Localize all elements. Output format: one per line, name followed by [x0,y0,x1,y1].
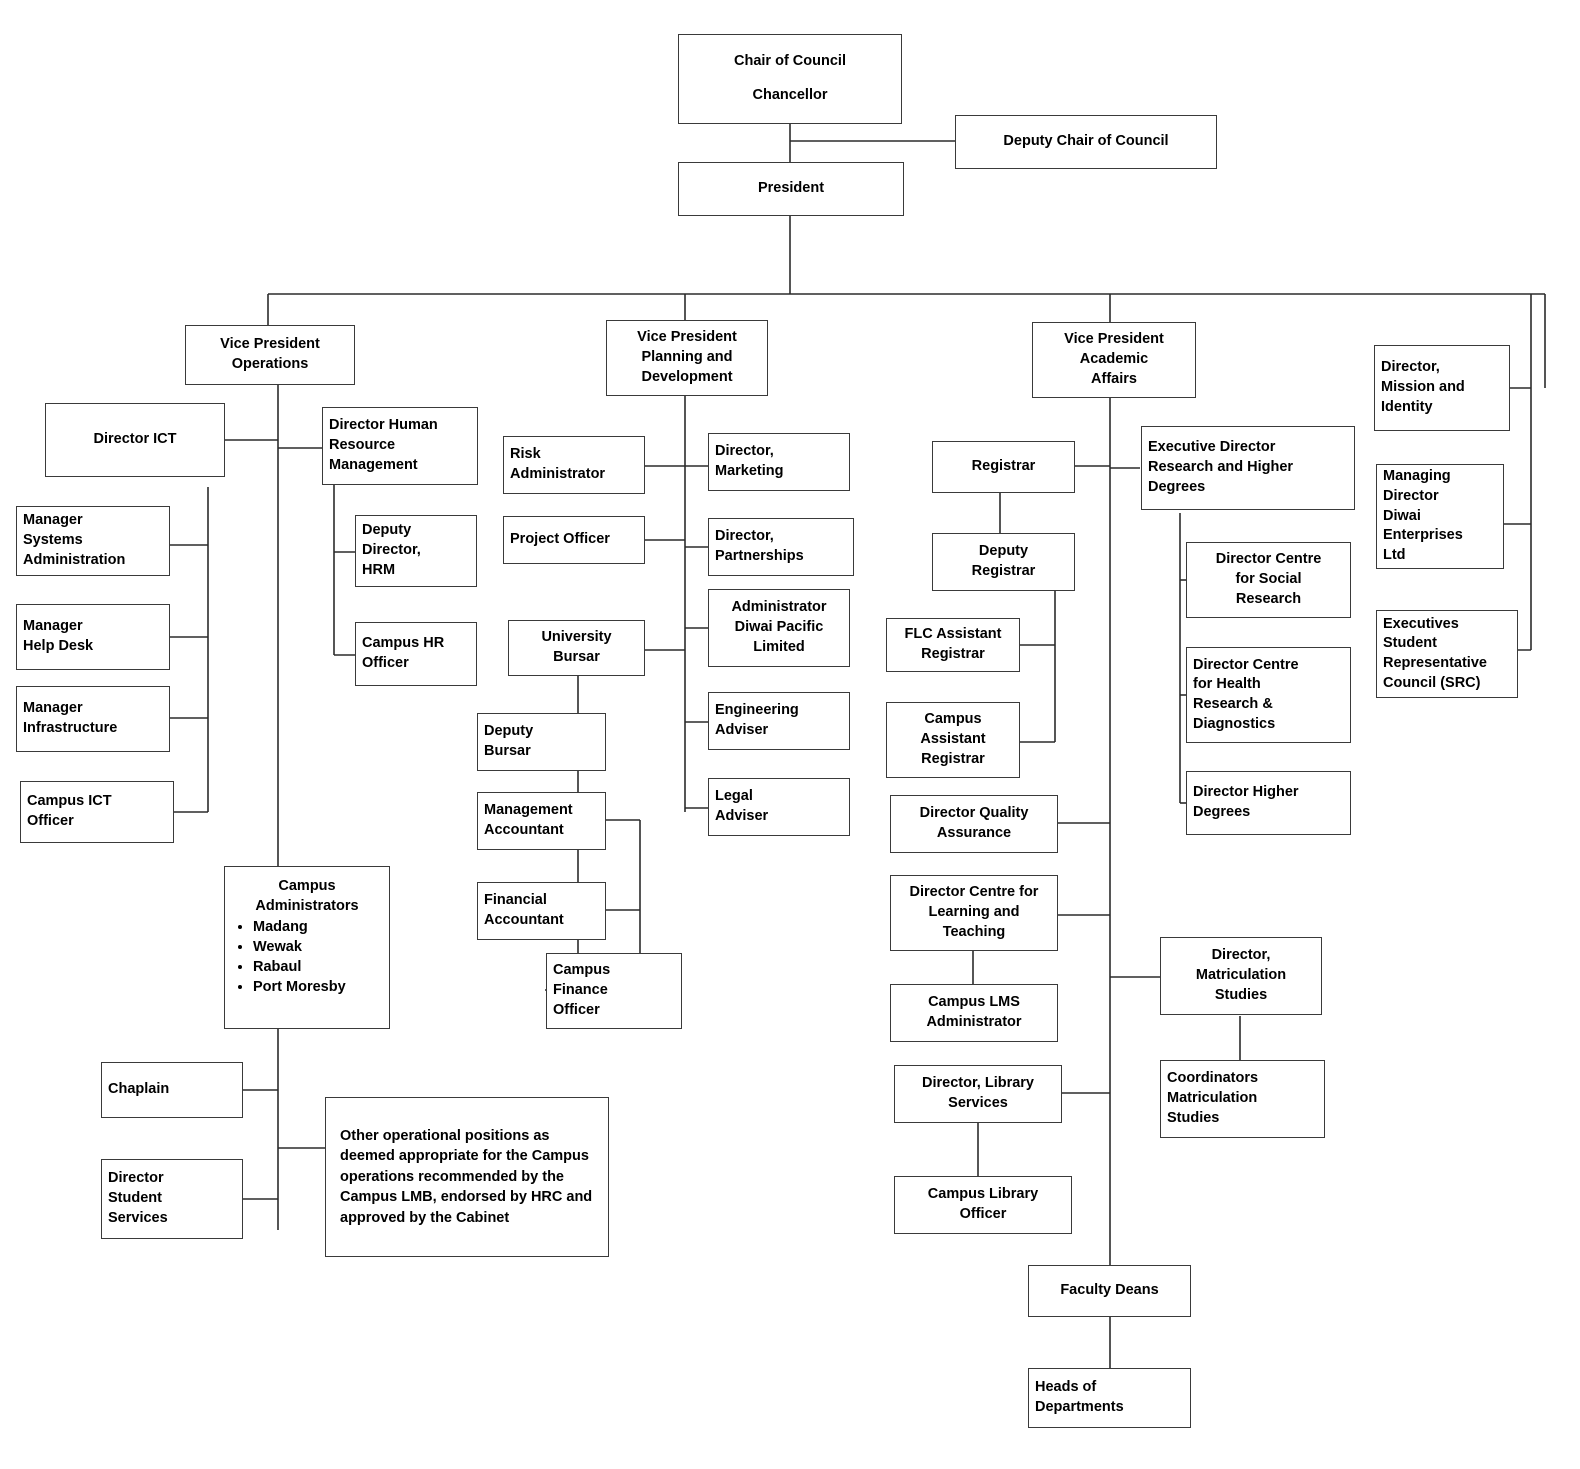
node-director-mission-identity[interactable] [1374,345,1510,431]
node-director-quality-assurance[interactable] [890,795,1058,853]
list-item: • Wewak [253,938,346,958]
vp-planning-line2: Planning and [641,349,733,366]
node-campus-lms-administrator[interactable] [890,984,1058,1042]
director-social-research-line3: Research [1235,590,1302,607]
manager-helpdesk-line2: Help Desk [23,638,94,654]
director-ict-label: Director ICT [93,431,177,448]
exec-src-line4: Council (SRC) [1383,674,1481,691]
exec-director-research-line2: Research and Higher [1148,459,1294,476]
node-director-library-services[interactable] [894,1065,1062,1123]
risk-admin-line1: Risk [510,446,541,463]
faculty-deans-label: Faculty Deans [1060,1282,1159,1299]
director-social-research-line1: Director Centre [1215,551,1322,568]
management-accountant-line1: Management [484,802,573,819]
director-mission-line2: Mission and [1381,379,1465,396]
node-president[interactable] [678,162,904,216]
project-officer-label: Project Officer [510,531,610,548]
manager-systems-line3: Administration [23,551,126,568]
exec-director-research-line3: Degrees [1148,478,1206,495]
director-health-research-line1: Director Centre [1193,656,1299,673]
campus-finance-line1: Campus [553,962,611,979]
director-clt-line3: Teaching [942,923,1006,940]
md-diwai-line3: Diwai [1383,507,1421,524]
legal-adviser-line2: Adviser [715,808,769,824]
node-deputy-director-hrm[interactable] [355,515,477,587]
list-item: • Rabaul [253,958,346,978]
admin-diwai-line2: Diwai Pacific [734,619,824,636]
manager-systems-line1: Manager [23,512,83,529]
node-executives-src[interactable] [1376,610,1518,698]
node-vp-operations[interactable] [185,325,355,385]
financial-accountant-line2: Accountant [484,912,564,928]
node-director-partnerships[interactable] [708,518,854,576]
legal-adviser-line1: Legal [715,788,753,805]
deputy-director-hrm-line2: Director, [362,542,421,559]
node-other-operational-positions[interactable] [325,1097,609,1257]
node-managing-director-diwai[interactable] [1376,464,1504,569]
campus-finance-line3: Officer [553,1001,600,1018]
deputy-director-hrm-line3: HRM [362,561,396,578]
manager-helpdesk-line1: Manager [23,618,83,635]
campus-ict-line2: Officer [27,813,74,829]
other-positions-text: Other operational positions as deemed appropriate for the Campus operations recommended by the Campus LMB, endorsed by HRC and approved by the Cabinet [340,1127,593,1226]
campus-hr-line2: Officer [362,655,409,671]
director-health-research-line3: Research & [1193,696,1273,712]
manager-infra-line1: Manager [23,700,83,717]
campus-admins-title2: Administrators [255,897,359,914]
engineering-adviser-line1: Engineering [715,702,799,719]
director-hrm-line1: Director Human [329,417,438,434]
campus-finance-line2: Finance [553,982,608,999]
node-campus-administrators[interactable] [224,866,390,1029]
vp-academic-line2: Academic [1079,351,1149,368]
director-partnerships-line2: Partnerships [715,548,804,564]
node-deputy-bursar[interactable] [477,713,606,771]
vp-planning-line1: Vice President [637,329,737,346]
campus-admins-list [231,918,346,997]
node-director-centre-learning-teaching[interactable] [890,875,1058,951]
admin-diwai-line1: Administrator [731,599,827,616]
director-student-services-line2: Student [108,1190,162,1207]
node-deputy-registrar[interactable] [932,533,1075,591]
deputy-registrar-line2: Registrar [971,563,1036,579]
director-clt-line1: Director Centre for [909,884,1039,901]
node-management-accountant[interactable] [477,792,606,850]
node-campus-library-officer[interactable] [894,1176,1072,1234]
node-project-officer[interactable] [503,516,645,564]
exec-src-line1: Executives [1383,615,1459,632]
flc-assistant-registrar-line1: FLC Assistant [904,626,1002,643]
node-manager-help-desk[interactable] [16,604,170,670]
director-quality-line2: Assurance [936,825,1012,841]
director-library-line1: Director, Library [921,1075,1034,1092]
vp-operations-line2: Operations [231,356,309,372]
director-mission-line3: Identity [1381,398,1433,415]
deputy-registrar-line1: Deputy [978,543,1029,560]
node-director-marketing[interactable] [708,433,850,491]
president-label: President [757,180,825,197]
director-health-research-line4: Diagnostics [1193,715,1276,732]
director-marketing-line2: Marketing [715,463,784,479]
vp-academic-line1: Vice President [1064,331,1164,348]
node-manager-infrastructure[interactable] [16,686,170,752]
director-higher-degrees-line2: Degrees [1193,804,1251,820]
chair-of-council-line1: Chair of Council [734,53,846,70]
director-marketing-line1: Director, [715,443,774,460]
node-campus-ict-officer[interactable] [20,781,174,843]
node-administrator-diwai-pacific[interactable] [708,589,850,667]
director-mission-line1: Director, [1381,359,1440,376]
node-campus-hr-officer[interactable] [355,622,477,686]
director-library-line2: Services [948,1095,1008,1111]
node-engineering-adviser[interactable] [708,692,850,750]
node-flc-assistant-registrar[interactable] [886,618,1020,672]
node-director-student-services[interactable] [101,1159,243,1239]
director-health-research-line2: for Health [1193,676,1261,693]
director-clt-line2: Learning and [928,904,1020,921]
coordinators-matriculation-line3: Studies [1167,1109,1220,1126]
chaplain-label: Chaplain [108,1081,170,1098]
director-social-research-line2: for Social [1235,571,1302,588]
list-item: • Madang [253,918,346,938]
node-vp-academic-affairs[interactable] [1032,322,1196,398]
heads-departments-line1: Heads of [1035,1379,1097,1396]
node-executive-director-research-higher-degrees[interactable] [1141,426,1355,510]
node-director-ict[interactable] [45,403,225,477]
vp-academic-line3: Affairs [1091,370,1137,387]
campus-assistant-registrar-line1: Campus [924,711,982,728]
node-director-centre-social-research[interactable] [1186,542,1351,618]
coordinators-matriculation-line2: Matriculation [1167,1090,1258,1107]
md-diwai-line5: Ltd [1383,547,1406,564]
exec-src-line2: Student [1383,635,1437,652]
deputy-chair-label: Deputy Chair of Council [1003,133,1169,150]
md-diwai-line4: Enterprises [1383,527,1463,544]
exec-director-research-line1: Executive Director [1148,439,1276,456]
node-chaplain[interactable] [101,1062,243,1118]
node-registrar[interactable] [932,441,1075,493]
node-coordinators-matriculation-studies[interactable] [1160,1060,1325,1138]
node-financial-accountant[interactable] [477,882,606,940]
node-risk-administrator[interactable] [503,436,645,494]
deputy-bursar-line2: Bursar [484,743,531,759]
node-manager-systems-administration[interactable] [16,506,170,576]
campus-lms-line1: Campus LMS [928,994,1020,1011]
flc-assistant-registrar-line2: Registrar [921,646,985,662]
director-hrm-line2: Resource [329,437,396,454]
node-legal-adviser[interactable] [708,778,850,836]
campus-library-line2: Officer [959,1206,1007,1222]
risk-admin-line2: Administrator [510,466,606,482]
chair-of-council-line2: Chancellor [752,87,828,103]
node-heads-of-departments[interactable] [1028,1368,1191,1428]
campus-admins-title1: Campus [278,878,336,894]
financial-accountant-line1: Financial [484,892,547,909]
node-chair-of-council[interactable] [678,34,902,124]
admin-diwai-line3: Limited [753,638,805,655]
exec-src-line3: Representative [1383,655,1487,671]
node-director-human-resource-management[interactable] [322,407,478,485]
node-vp-planning-development[interactable] [606,320,768,396]
university-bursar-line1: University [541,629,612,646]
heads-departments-line2: Departments [1035,1399,1124,1415]
campus-hr-line1: Campus HR [362,635,445,652]
campus-assistant-registrar-line2: Assistant [920,731,986,748]
director-matriculation-line1: Director, [1211,947,1271,964]
node-faculty-deans[interactable] [1028,1265,1191,1317]
vp-operations-line1: Vice President [220,336,320,353]
node-university-bursar[interactable] [508,620,645,676]
university-bursar-line2: Bursar [553,649,600,665]
md-diwai-line1: Managing [1383,468,1451,485]
node-director-higher-degrees[interactable] [1186,771,1351,835]
deputy-bursar-line1: Deputy [484,723,534,740]
director-student-services-line1: Director [108,1170,164,1187]
director-matriculation-line3: Studies [1214,986,1268,1003]
director-matriculation-line2: Matriculation [1195,967,1287,984]
registrar-label: Registrar [971,458,1036,475]
engineering-adviser-line2: Adviser [715,722,769,738]
deputy-director-hrm-line1: Deputy [362,522,412,539]
director-partnerships-line1: Director, [715,528,774,545]
director-higher-degrees-line1: Director Higher [1193,784,1299,801]
management-accountant-line2: Accountant [484,822,564,838]
vp-planning-line3: Development [641,368,733,385]
node-campus-assistant-registrar[interactable] [886,702,1020,778]
list-item: • Port Moresby [253,978,346,998]
coordinators-matriculation-line1: Coordinators [1167,1070,1259,1087]
node-director-centre-health-research[interactable] [1186,647,1351,743]
campus-library-line1: Campus Library [927,1186,1039,1203]
manager-infra-line2: Infrastructure [23,720,118,736]
director-hrm-line3: Management [329,456,418,473]
director-student-services-line3: Services [108,1209,168,1226]
node-director-matriculation-studies[interactable] [1160,937,1322,1015]
manager-systems-line2: Systems [23,532,83,549]
node-deputy-chair-of-council[interactable] [955,115,1217,169]
node-campus-finance-officer[interactable] [546,953,682,1029]
director-quality-line1: Director Quality [919,805,1029,822]
campus-lms-line2: Administrator [926,1014,1022,1030]
campus-assistant-registrar-line3: Registrar [921,750,985,767]
md-diwai-line2: Director [1383,487,1439,504]
campus-ict-line1: Campus ICT [27,793,112,810]
